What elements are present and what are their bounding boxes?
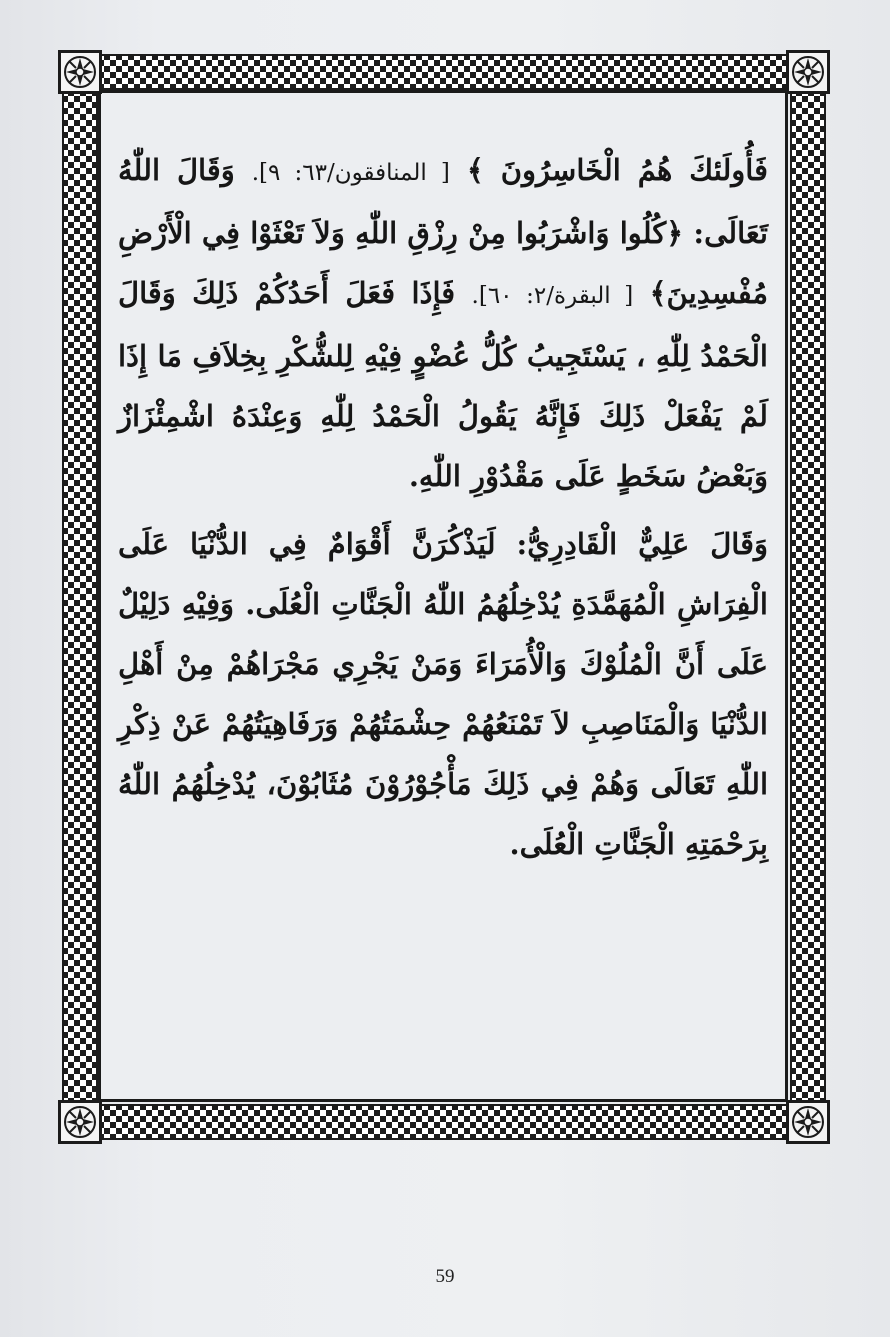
commentary-text: وَقَالَ عَلِيٌّ الْقَادِرِيُّ: لَيَذْكُرَنَّ أَقْوَامٌ فِي الدُّنْيَا عَلَى الْفِرَاشِ الْمُهَمَّدَةِ يُدْخِلُهُمُ اللّٰهُ الْجَنَّاتِ الْعُلَى. وَفِيْهِ دَلِيْلٌ عَلَى أَنَّ الْمُلُوْكَ وَالْأُمَرَاءَ وَمَنْ يَجْرِي مَجْرَاهُمْ مِنْ أَهْلِ الدُّنْيَا وَالْمَنَاصِبِ لاَ تَمْنَعُهُمْ حِشْمَتُهُمْ وَرَفَاهِيَتُهُمْ عَنْ ذِكْرِ اللّٰهِ تَعَالَى وَهُمْ فِي ذَلِكَ مَأْجُوْرُوْنَ مُثَابُوْنَ، يُدْخِلُهُمُ اللّٰهُ بِرَحْمَتِهِ الْجَنَّاتِ الْعُلَى. bbox=[118, 527, 768, 861]
floral-ornament-icon bbox=[58, 1100, 102, 1144]
quran-reference: [ البقرة/٢: ٦٠]. bbox=[471, 283, 634, 309]
quran-reference: [ المنافقون/٦٣: ٩]. bbox=[251, 160, 450, 186]
paragraph-2 bbox=[118, 514, 768, 874]
floral-ornament-icon bbox=[786, 50, 830, 94]
frame-border-top bbox=[62, 54, 826, 90]
floral-ornament-icon bbox=[786, 1100, 830, 1144]
page-number: 59 bbox=[435, 1266, 455, 1287]
quran-quote-ending: فَأُولَئكَ هُمُ الْخَاسِرُونَ ﴾ bbox=[466, 153, 768, 187]
commentary-text: فَإِذَا فَعَلَ أَحَدُكُمْ ذَلِكَ وَقَالَ الْحَمْدُ لِلّٰهِ ، يَسْتَجِيبُ كُلُّ عُضْوٍ فِيْهِ لِلشُّكْرِ بِخِلاَفِ مَا إِذَا لَمْ يَفْعَلْ ذَلِكَ فَإِنَّهُ يَقُولُ الْحَمْدُ لِلّٰهِ وَعِنْدَهُ اشْمِئْزَازٌ وَبَعْضُ سَخَطٍ عَلَى مَقْدُوْرِ اللّٰهِ. bbox=[118, 276, 768, 493]
frame-border-bottom bbox=[62, 1104, 826, 1140]
frame-border-left bbox=[62, 54, 98, 1140]
frame-border-right bbox=[790, 54, 826, 1140]
main-text bbox=[118, 140, 768, 874]
quran-quote: وَقَالَ اللّٰهُ تَعَالَى: ﴿كُلُوا وَاشْرَبُوا مِنْ رِزْقِ اللّٰهِ وَلاَ تَعْثَوْا فِي الْأَرْضِ مُفْسِدِينَ﴾ bbox=[118, 153, 768, 310]
floral-ornament-icon bbox=[58, 50, 102, 94]
paragraph-1 bbox=[118, 140, 768, 506]
